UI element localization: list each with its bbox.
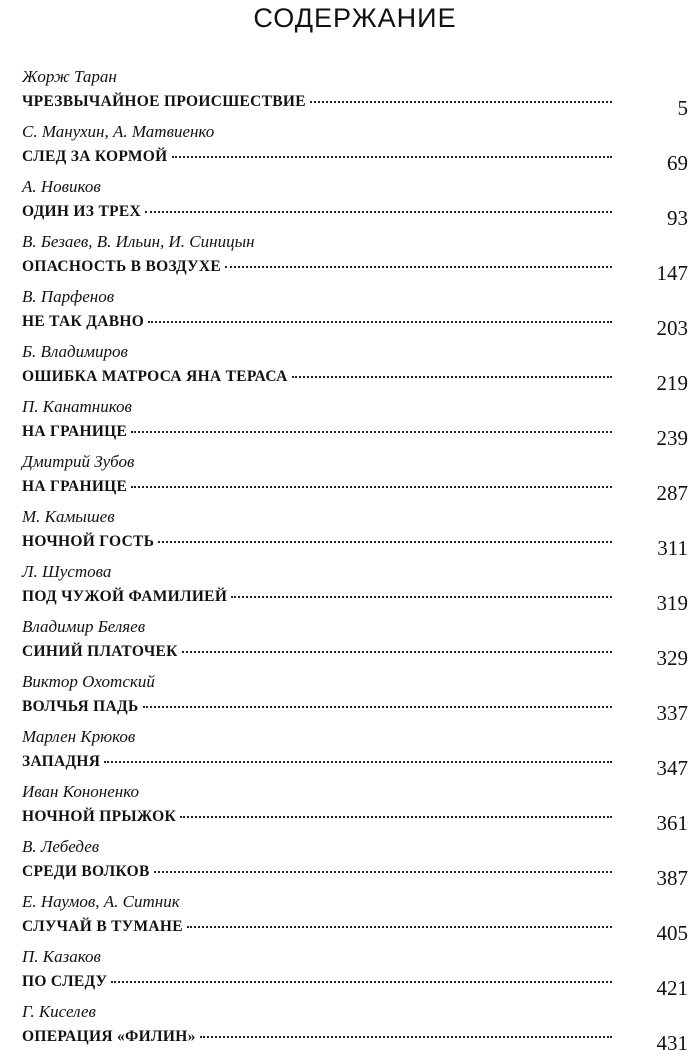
entry-title: СЛУЧАЙ В ТУМАНЕ bbox=[22, 918, 183, 935]
entry-author: Дмитрий Зубов bbox=[22, 452, 135, 471]
toc-entry bbox=[22, 837, 688, 892]
entry-title: СЛЕД ЗА КОРМОЙ bbox=[22, 148, 168, 165]
dot-leader bbox=[143, 706, 613, 708]
dot-leader bbox=[292, 376, 612, 378]
toc-entry bbox=[22, 67, 688, 122]
toc-entry bbox=[22, 727, 688, 782]
dot-leader bbox=[154, 871, 612, 873]
entry-page-number: 147 bbox=[656, 261, 688, 285]
entry-page-number: 347 bbox=[656, 756, 688, 780]
entry-author: В. Безаев, В. Ильин, И. Синицын bbox=[22, 232, 255, 251]
entry-line bbox=[22, 199, 688, 230]
entry-page-number: 311 bbox=[657, 536, 688, 560]
toc-entry bbox=[22, 397, 688, 452]
entry-title: СИНИЙ ПЛАТОЧЕК bbox=[22, 643, 178, 660]
entry-page-number: 219 bbox=[656, 371, 688, 395]
dot-leader bbox=[225, 266, 612, 268]
entry-title: ОПАСНОСТЬ В ВОЗДУХЕ bbox=[22, 258, 221, 275]
entry-title: ПО СЛЕДУ bbox=[22, 973, 108, 990]
toc-entry bbox=[22, 782, 688, 837]
entry-author: Е. Наумов, А. Ситник bbox=[22, 892, 180, 911]
dot-leader bbox=[148, 321, 612, 323]
entry-page-number: 5 bbox=[677, 96, 688, 120]
entry-author: А. Новиков bbox=[22, 177, 101, 196]
entry-page-number: 203 bbox=[656, 316, 688, 340]
entry-line bbox=[22, 364, 688, 395]
entry-title: СРЕДИ ВОЛКОВ bbox=[22, 863, 150, 880]
dot-leader bbox=[158, 541, 612, 543]
entry-title: НОЧНОЙ ПРЫЖОК bbox=[22, 808, 177, 825]
entry-line bbox=[22, 419, 688, 450]
toc-entry bbox=[22, 122, 688, 177]
dot-leader bbox=[231, 596, 612, 598]
entry-page-number: 239 bbox=[656, 426, 688, 450]
entry-title: ОПЕРАЦИЯ «ФИЛИН» bbox=[22, 1028, 196, 1045]
entry-title: НЕ ТАК ДАВНО bbox=[22, 313, 145, 330]
entry-line bbox=[22, 309, 688, 340]
entry-page-number: 287 bbox=[656, 481, 688, 505]
entry-line bbox=[22, 749, 688, 780]
dot-leader bbox=[200, 1036, 612, 1038]
entry-author: В. Парфенов bbox=[22, 287, 115, 306]
toc-entry bbox=[22, 507, 688, 562]
entry-author: П. Казаков bbox=[22, 947, 101, 966]
entry-title: ВОЛЧЬЯ ПАДЬ bbox=[22, 698, 139, 715]
dot-leader bbox=[145, 211, 612, 213]
toc-entry bbox=[22, 342, 688, 397]
entry-line bbox=[22, 584, 688, 615]
entry-line bbox=[22, 969, 688, 1000]
toc-entry bbox=[22, 617, 688, 672]
entry-author: Иван Кононенко bbox=[22, 782, 140, 801]
entry-title: НА ГРАНИЦЕ bbox=[22, 478, 128, 495]
entry-line bbox=[22, 639, 688, 670]
dot-leader bbox=[310, 101, 612, 103]
entry-page-number: 69 bbox=[667, 151, 688, 175]
dot-leader bbox=[104, 761, 612, 763]
entry-line bbox=[22, 254, 688, 285]
entry-page-number: 405 bbox=[656, 921, 688, 945]
entry-line bbox=[22, 859, 688, 890]
entry-line bbox=[22, 89, 688, 120]
entry-author: П. Канатников bbox=[22, 397, 132, 416]
entry-line bbox=[22, 474, 688, 505]
entry-title: ЗАПАДНЯ bbox=[22, 753, 101, 770]
toc-entry bbox=[22, 1002, 688, 1057]
toc-entry bbox=[22, 232, 688, 287]
entry-title: ОДИН ИЗ ТРЕХ bbox=[22, 203, 141, 220]
toc-entry bbox=[22, 287, 688, 342]
toc-entry bbox=[22, 947, 688, 1002]
toc-entry bbox=[22, 672, 688, 727]
entry-page-number: 337 bbox=[656, 701, 688, 725]
entry-line bbox=[22, 529, 688, 560]
table-of-contents bbox=[22, 67, 688, 1057]
entry-line bbox=[22, 914, 688, 945]
entry-title: НОЧНОЙ ГОСТЬ bbox=[22, 533, 155, 550]
entry-author: Жорж Таран bbox=[22, 67, 117, 86]
dot-leader bbox=[172, 156, 612, 158]
entry-author: Б. Владимиров bbox=[22, 342, 128, 361]
entry-author: Владимир Беляев bbox=[22, 617, 146, 636]
entry-author: Г. Киселев bbox=[22, 1002, 96, 1021]
entry-line bbox=[22, 1024, 688, 1055]
dot-leader bbox=[182, 651, 612, 653]
entry-page-number: 93 bbox=[667, 206, 688, 230]
page-title: СОДЕРЖАНИЕ bbox=[253, 3, 457, 33]
dot-leader bbox=[131, 431, 612, 433]
entry-line bbox=[22, 694, 688, 725]
entry-page-number: 329 bbox=[656, 646, 688, 670]
dot-leader bbox=[131, 486, 612, 488]
dot-leader bbox=[187, 926, 612, 928]
entry-author: Л. Шустова bbox=[22, 562, 112, 581]
entry-page-number: 421 bbox=[656, 976, 688, 1000]
entry-author: Марлен Крюков bbox=[22, 727, 136, 746]
entry-author: В. Лебедев bbox=[22, 837, 100, 856]
entry-line bbox=[22, 804, 688, 835]
entry-page-number: 319 bbox=[656, 591, 688, 615]
entry-author: Виктор Охотский bbox=[22, 672, 155, 691]
entry-title: НА ГРАНИЦЕ bbox=[22, 423, 128, 440]
entry-page-number: 431 bbox=[656, 1031, 688, 1055]
entry-title: ПОД ЧУЖОЙ ФАМИЛИЕЙ bbox=[22, 588, 228, 605]
toc-entry bbox=[22, 562, 688, 617]
entry-page-number: 361 bbox=[656, 811, 688, 835]
dot-leader bbox=[111, 981, 612, 983]
dot-leader bbox=[180, 816, 612, 818]
entry-line bbox=[22, 144, 688, 175]
toc-entry bbox=[22, 177, 688, 232]
entry-page-number: 387 bbox=[656, 866, 688, 890]
toc-entry bbox=[22, 892, 688, 947]
entry-author: С. Манухин, А. Матвиенко bbox=[22, 122, 215, 141]
entry-title: ОШИБКА МАТРОСА ЯНА ТЕРАСА bbox=[22, 368, 288, 385]
entry-title: ЧРЕЗВЫЧАЙНОЕ ПРОИСШЕСТВИЕ bbox=[22, 93, 306, 110]
toc-entry bbox=[22, 452, 688, 507]
entry-author: М. Камышев bbox=[22, 507, 115, 526]
